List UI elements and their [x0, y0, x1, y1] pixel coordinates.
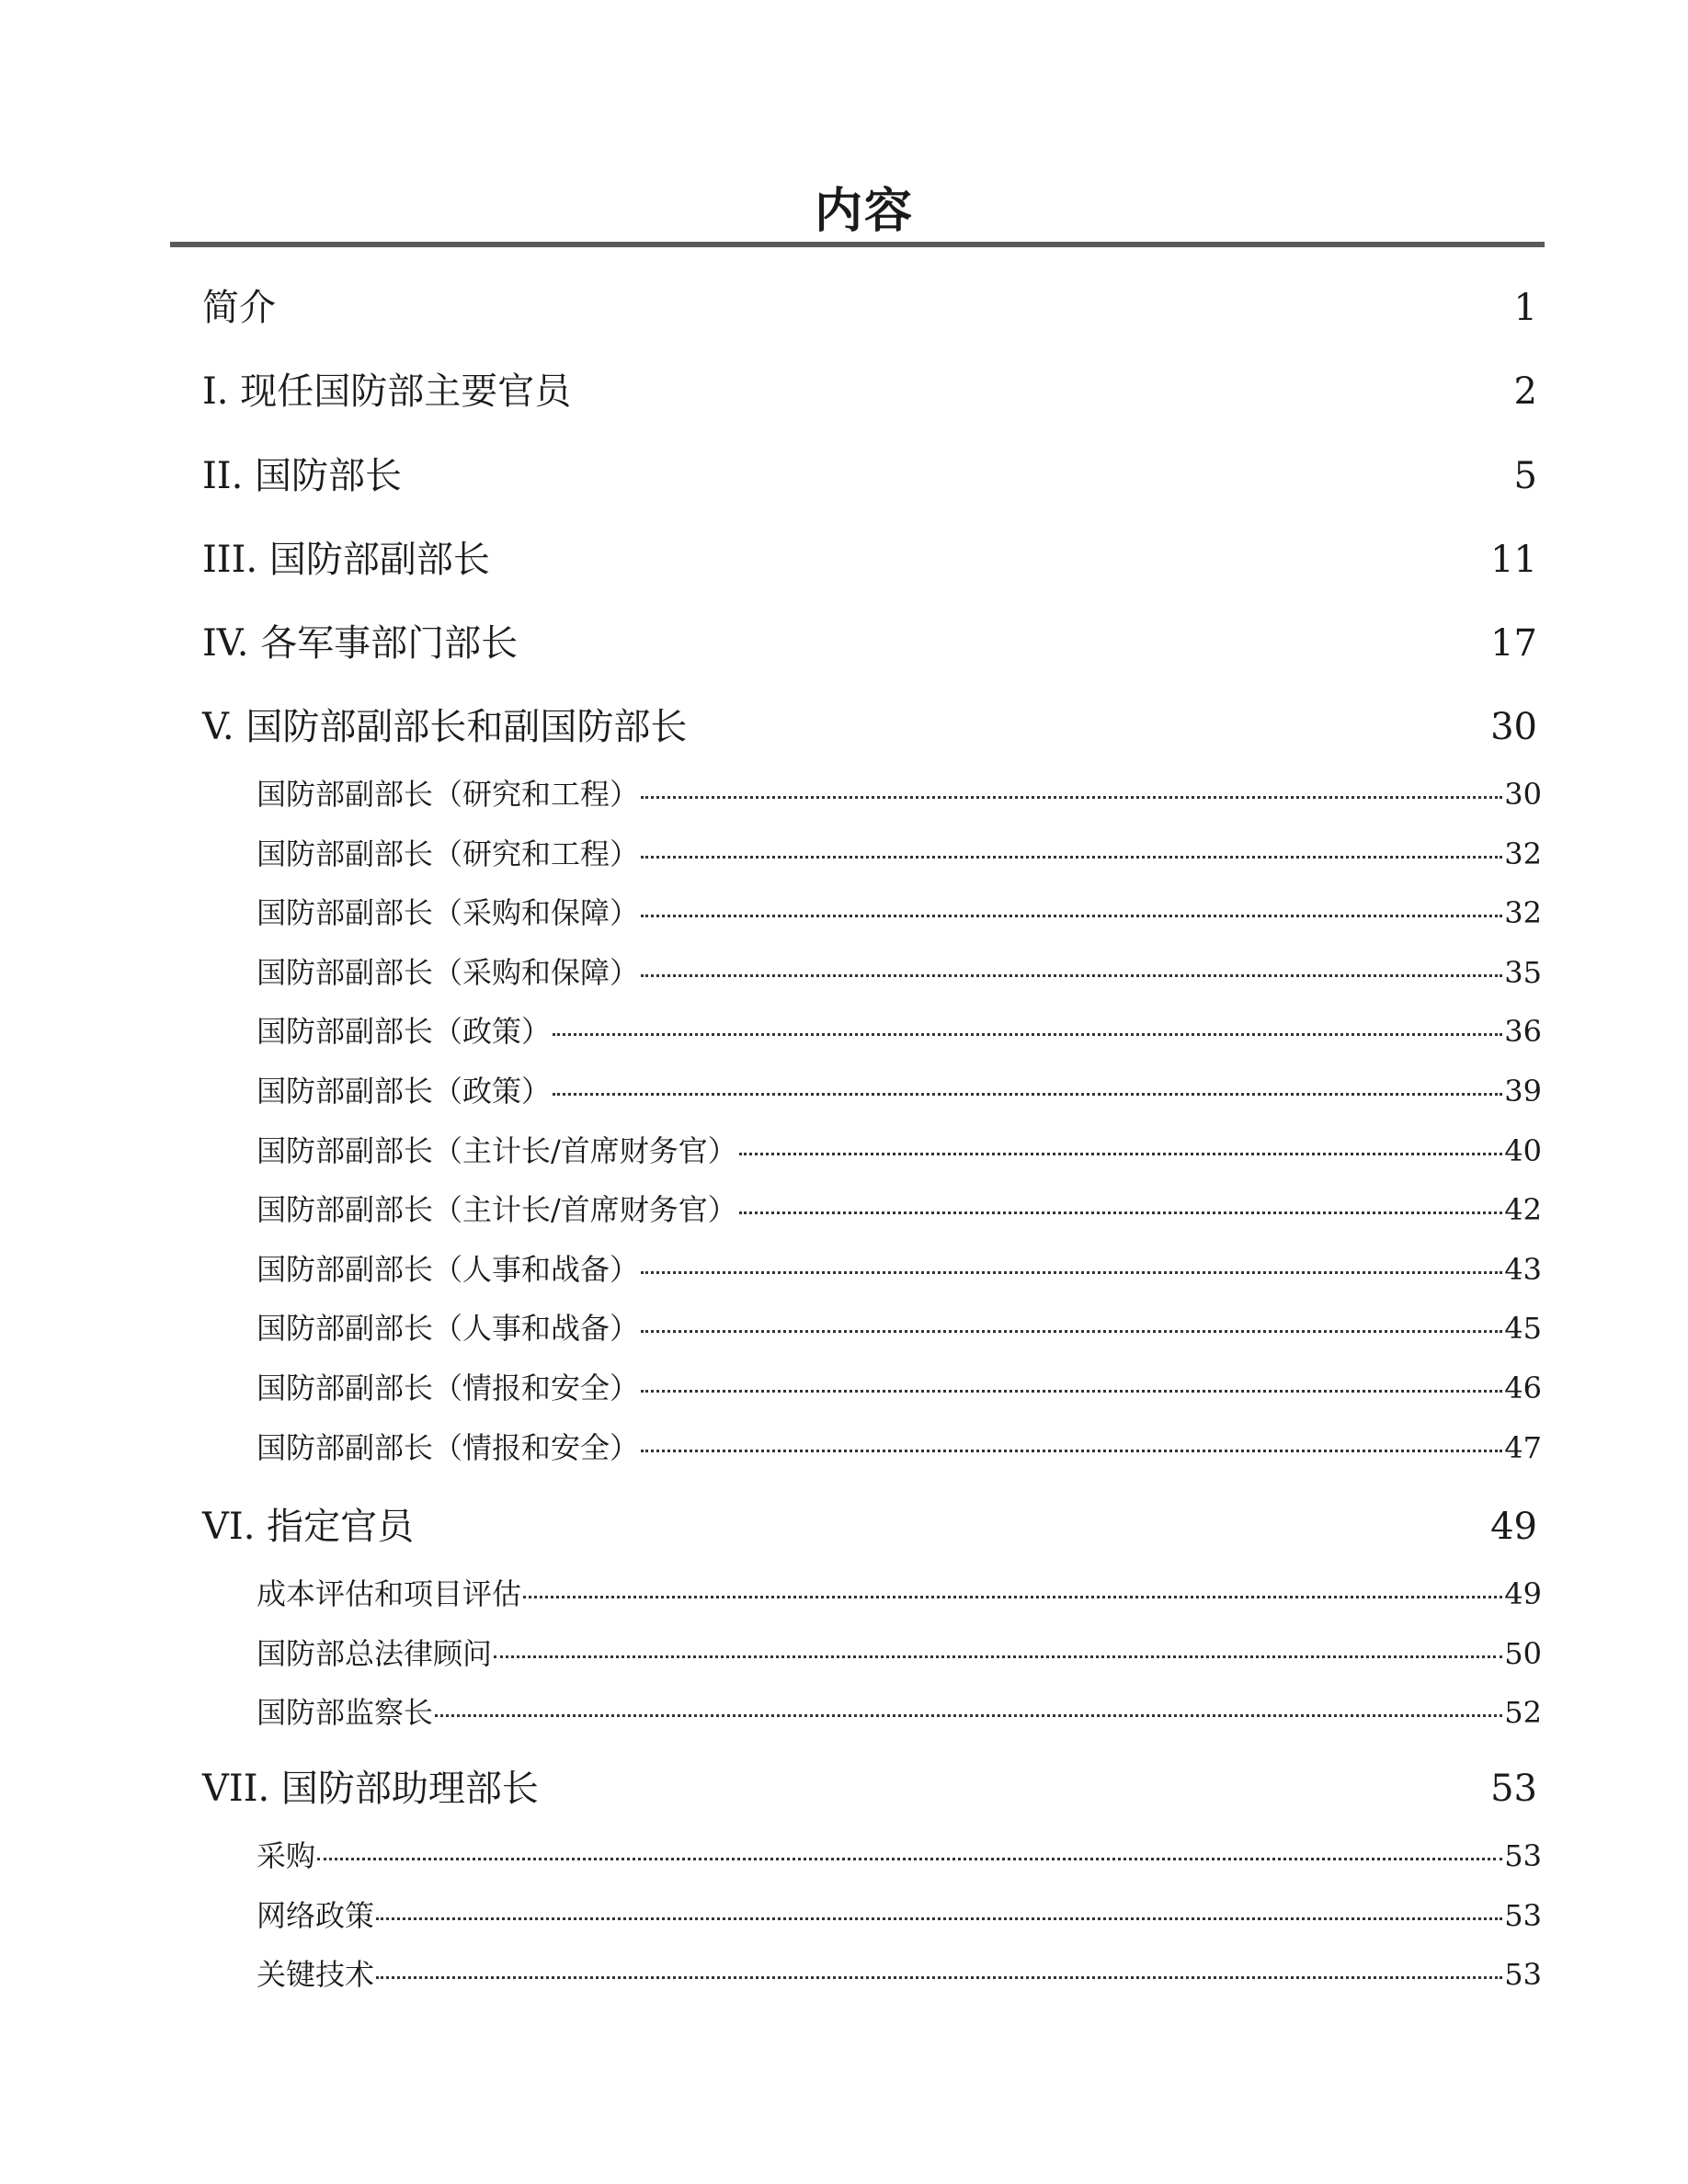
toc-subentry[interactable]: [257, 949, 1542, 994]
toc-subentry-page-number: 53: [1504, 1957, 1542, 1993]
toc-subentry-page-number: 50: [1504, 1635, 1542, 1671]
toc-subentry[interactable]: [257, 1630, 1542, 1675]
toc-subentry-label: 国防部副部长（情报和安全）: [257, 1429, 640, 1465]
title-divider: [170, 242, 1545, 247]
toc-entry-label: VII. 国防部助理部长: [202, 1768, 539, 1810]
toc-subentry-page-number: 40: [1504, 1132, 1542, 1168]
toc-entry-page-number: 30: [1490, 706, 1537, 748]
dot-leader: [553, 1002, 1502, 1036]
toc-subentry[interactable]: [257, 1127, 1542, 1172]
toc-subentry-page-number: 30: [1504, 777, 1542, 812]
toc-entry-page-number: 11: [1490, 539, 1537, 581]
dot-leader: [641, 883, 1502, 917]
toc-entry-page-number: 17: [1490, 622, 1537, 665]
dot-leader: [553, 1062, 1502, 1096]
dot-leader: [523, 1564, 1502, 1598]
toc-entry[interactable]: [202, 618, 1537, 669]
toc-subentry[interactable]: [257, 1951, 1542, 1996]
toc-entry-label: II. 国防部长: [202, 455, 403, 497]
toc-subentry-label: 国防部副部长（采购和保障）: [257, 954, 640, 990]
toc-subentry[interactable]: [257, 889, 1542, 934]
toc-subentry-page-number: 46: [1504, 1371, 1542, 1405]
toc-subentry-label: 网络政策: [257, 1897, 375, 1933]
dot-leader: [317, 1826, 1502, 1860]
toc-entry-label: IV. 各军事部门部长: [202, 622, 519, 665]
dot-leader: [641, 1240, 1502, 1274]
toc-subentry-label: 国防部副部长（主计长/首席财务官）: [257, 1192, 737, 1228]
toc-subentry-label: 国防部副部长（政策）: [257, 1014, 552, 1050]
dot-leader: [641, 943, 1502, 977]
dot-leader: [641, 1299, 1502, 1333]
toc-subentry-page-number: 39: [1504, 1074, 1542, 1109]
toc-entry[interactable]: [202, 534, 1537, 586]
dot-leader: [435, 1683, 1502, 1717]
toc-subentry[interactable]: [257, 1892, 1542, 1937]
toc-subentry-page-number: 43: [1504, 1251, 1542, 1287]
toc-subentry-page-number: 35: [1504, 954, 1542, 990]
toc-subentry[interactable]: [257, 1246, 1542, 1291]
toc-subentry-label: 采购: [257, 1838, 316, 1873]
toc-subentry-label: 国防部副部长（人事和战备）: [257, 1311, 640, 1347]
dot-leader: [641, 765, 1502, 799]
toc-subentry-label: 国防部副部长（研究和工程）: [257, 777, 640, 812]
toc-subentry[interactable]: [257, 1304, 1542, 1349]
toc-subentry-page-number: 53: [1504, 1897, 1542, 1933]
toc-subentry-page-number: 52: [1504, 1695, 1542, 1731]
toc-subentry-page-number: 53: [1504, 1838, 1542, 1873]
toc-entry-page-number: 5: [1513, 455, 1537, 497]
toc-subentry-label: 国防部副部长（政策）: [257, 1074, 552, 1109]
toc-subentry-label: 国防部副部长（情报和安全）: [257, 1371, 640, 1405]
toc-subentry-page-number: 49: [1504, 1576, 1542, 1611]
toc-entry-label: VI. 指定官员: [202, 1506, 415, 1548]
toc-subentry[interactable]: [257, 1424, 1542, 1469]
dot-leader: [739, 1121, 1502, 1155]
toc-entry[interactable]: [202, 701, 1537, 753]
toc-entry-page-number: 2: [1513, 370, 1537, 413]
toc-entry[interactable]: [202, 1501, 1537, 1553]
dot-leader: [641, 825, 1502, 859]
toc-subentry-label: 国防部监察长: [257, 1695, 434, 1731]
dot-leader: [641, 1359, 1502, 1393]
toc-subentry[interactable]: [257, 1186, 1542, 1231]
toc-entry-page-number: 1: [1513, 287, 1537, 329]
toc-subentry-label: 国防部副部长（人事和战备）: [257, 1251, 640, 1287]
toc-subentry[interactable]: [257, 830, 1542, 875]
toc-entry-label: I. 现任国防部主要官员: [202, 370, 572, 413]
toc-subentry-page-number: 32: [1504, 836, 1542, 871]
toc-subentry[interactable]: [257, 1364, 1542, 1409]
toc-subentry-page-number: 45: [1504, 1311, 1542, 1347]
toc-subentry-label: 关键技术: [257, 1957, 375, 1993]
toc-subentry-label: 国防部副部长（采购和保障）: [257, 895, 640, 931]
dot-leader: [494, 1624, 1502, 1658]
toc-subentry-label: 国防部总法律顾问: [257, 1635, 493, 1671]
toc-subentry[interactable]: [257, 1689, 1542, 1734]
toc-subentry[interactable]: [257, 1007, 1542, 1052]
dot-leader: [739, 1180, 1502, 1214]
toc-entry[interactable]: [202, 450, 1537, 502]
toc-subentry-page-number: 42: [1504, 1192, 1542, 1228]
toc-entry-page-number: 53: [1490, 1768, 1537, 1810]
dot-leader: [376, 1945, 1502, 1979]
toc-subentry-label: 国防部副部长（研究和工程）: [257, 836, 640, 871]
page-title: 内容: [814, 183, 914, 239]
dot-leader: [641, 1418, 1502, 1452]
toc-subentry-page-number: 36: [1504, 1014, 1542, 1050]
toc-subentry-label: 成本评估和项目评估: [257, 1576, 522, 1611]
toc-entry-page-number: 49: [1490, 1506, 1537, 1548]
toc-subentry[interactable]: [257, 1570, 1542, 1615]
toc-subentry[interactable]: [257, 1832, 1542, 1877]
toc-subentry-label: 国防部副部长（主计长/首席财务官）: [257, 1132, 737, 1168]
toc-entry[interactable]: [202, 1763, 1537, 1814]
toc-entry[interactable]: [202, 366, 1537, 417]
toc-entry[interactable]: [202, 282, 1537, 334]
toc-subentry[interactable]: [257, 1067, 1542, 1112]
toc-subentry[interactable]: [257, 770, 1542, 815]
toc-subentry-page-number: 32: [1504, 895, 1542, 931]
toc-entry-label: III. 国防部副部长: [202, 539, 490, 581]
toc-subentry-page-number: 47: [1504, 1429, 1542, 1465]
dot-leader: [376, 1886, 1502, 1920]
toc-entry-label: 简介: [202, 287, 276, 329]
toc-entry-label: V. 国防部副部长和副国防部长: [202, 706, 688, 748]
